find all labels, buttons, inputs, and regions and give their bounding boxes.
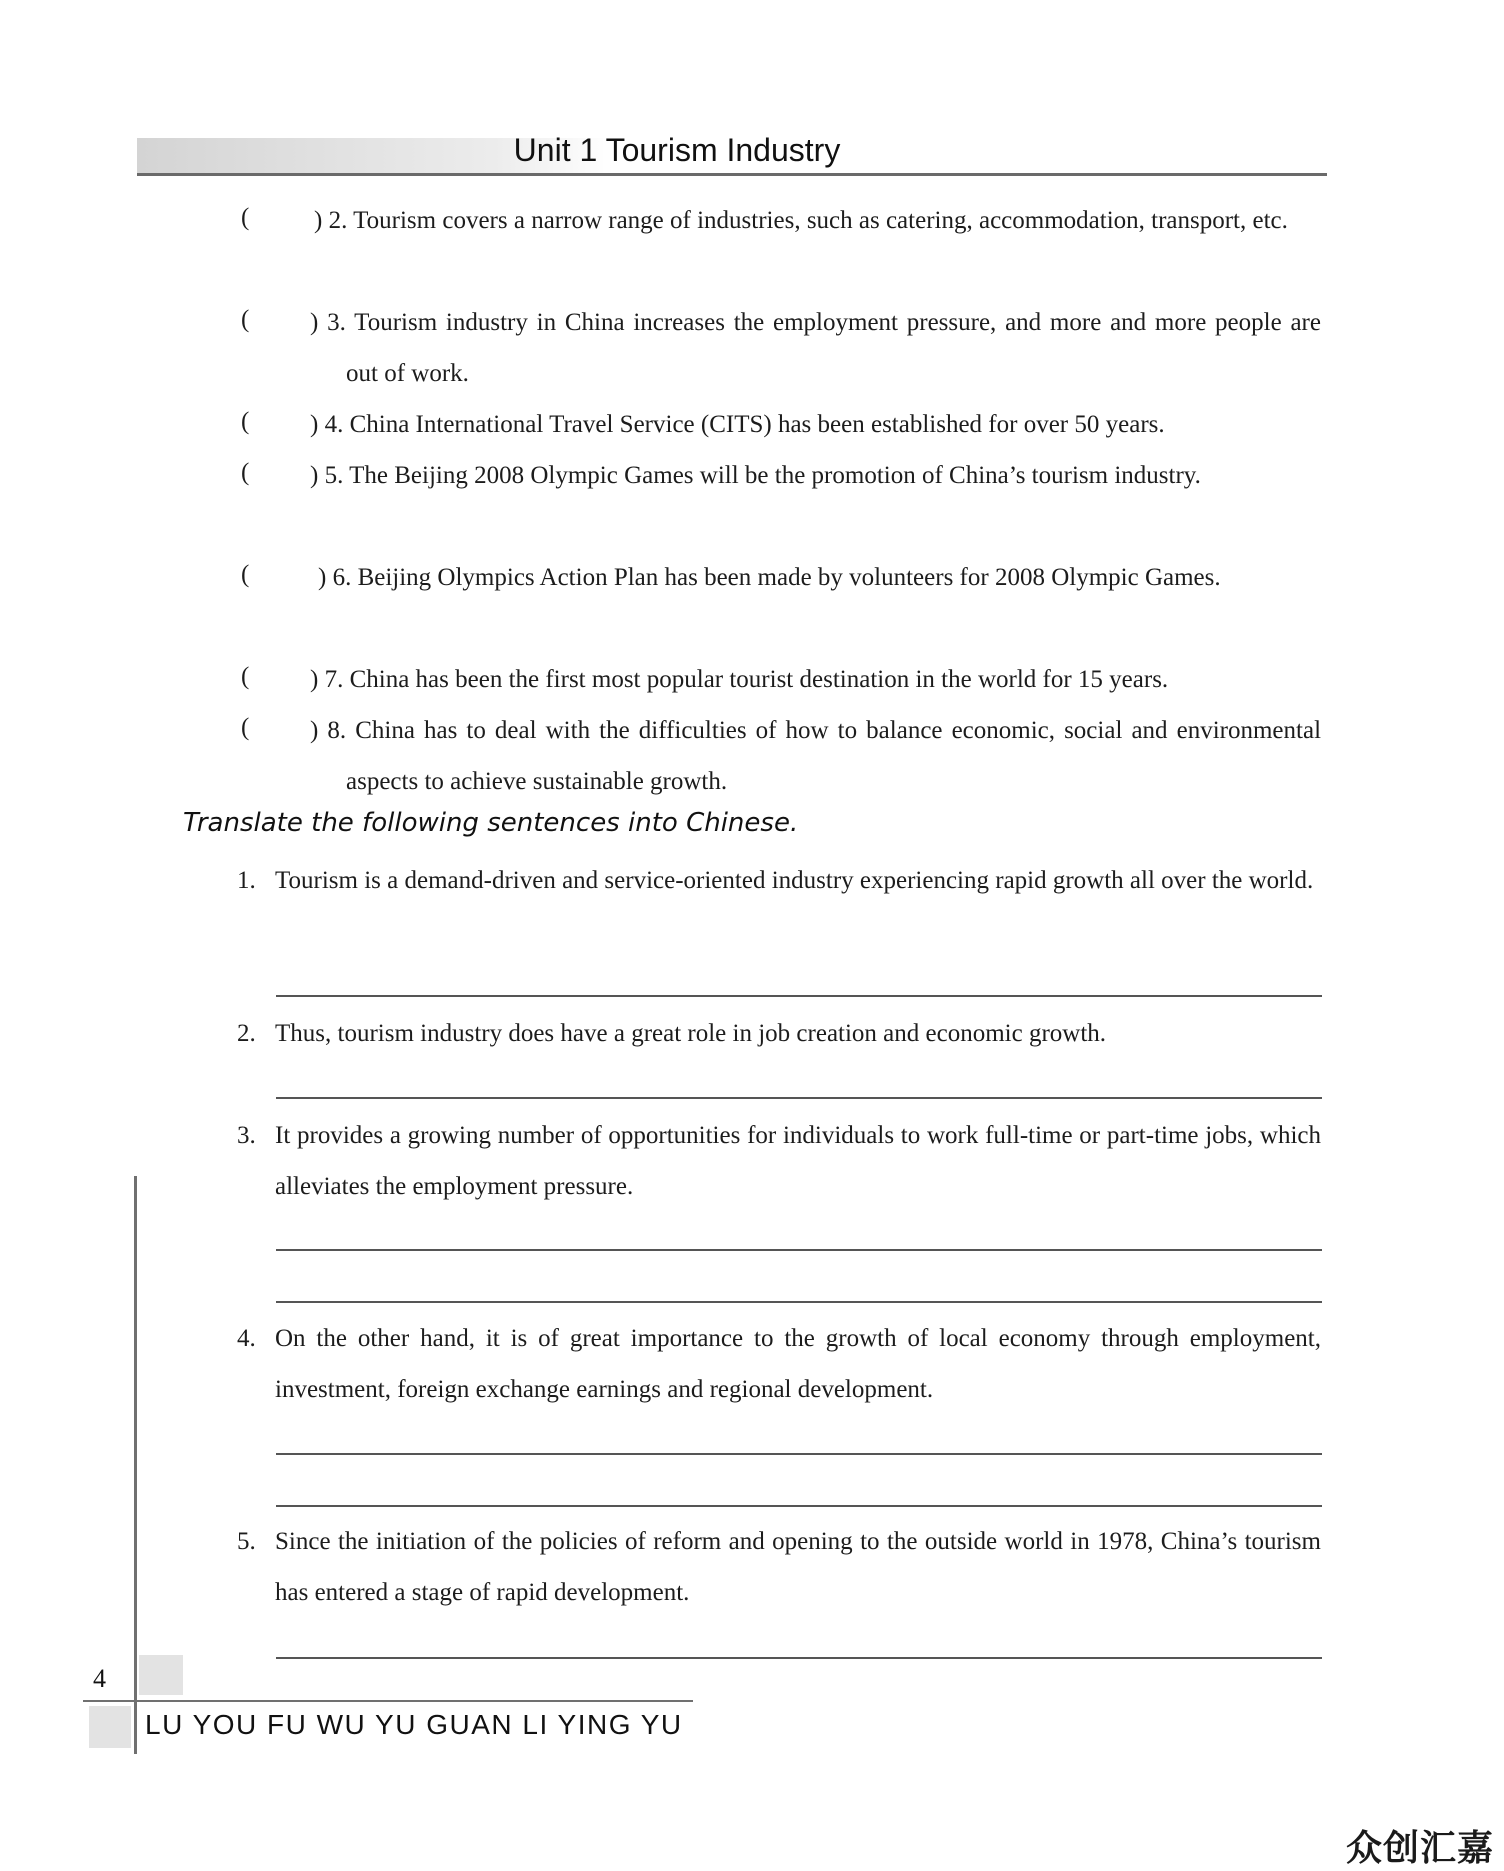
header-rule bbox=[137, 173, 1327, 176]
tf-item-text: ) 6. Beijing Olympics Action Plan has been made by volunteers for 2008 Olympic Games. bbox=[318, 564, 1221, 591]
tf-item-text: ) 8. China has to deal with the difficulties of how to balance economic, social and environmental aspects to achieve sustainable growth. bbox=[310, 717, 1322, 795]
answer-line[interactable] bbox=[276, 1301, 1322, 1303]
item-text: Tourism is a demand-driven and service-oriented industry experiencing rapid growth all over the world. bbox=[275, 867, 1314, 894]
answer-blank[interactable]: ( bbox=[241, 408, 250, 435]
item-number: 4. bbox=[237, 1325, 256, 1352]
tf-item-text: ) 7. China has been the first most popular tourist destination in the world for 15 years. bbox=[310, 666, 1169, 693]
answer-blank[interactable]: ( bbox=[241, 459, 250, 486]
item-text: Thus, tourism industry does have a great role in job creation and economic growth. bbox=[275, 1020, 1107, 1047]
margin-rule bbox=[134, 1176, 137, 1754]
item-text: It provides a growing number of opportunities for individuals to work full-time or part-time jobs, which alleviates the employment pressure. bbox=[275, 1122, 1321, 1200]
item-number: 3. bbox=[237, 1122, 256, 1149]
answer-line[interactable] bbox=[276, 1453, 1322, 1455]
item-text: On the other hand, it is of great importance to the growth of local economy through employment, investment, foreign exchange earnings and regional development. bbox=[275, 1325, 1321, 1403]
item-text: Since the initiation of the policies of reform and opening to the outside world in 1978, China’s tourism has entered a stage of rapid development. bbox=[275, 1528, 1321, 1606]
tf-item-text: ) 4. China International Travel Service (CITS) has been established for over 50 years. bbox=[310, 411, 1165, 438]
tf-item-text: ) 5. The Beijing 2008 Olympic Games will be the promotion of China’s tourism industry. bbox=[310, 462, 1201, 489]
item-number: 2. bbox=[237, 1020, 256, 1047]
answer-blank[interactable]: ( bbox=[241, 714, 250, 741]
page-header-title: Unit 1 Tourism Industry bbox=[513, 132, 841, 168]
answer-blank[interactable]: ( bbox=[241, 204, 250, 231]
section-heading: Translate the following sentences into Chinese. bbox=[183, 808, 799, 838]
tf-item-text: ) 3. Tourism industry in China increases the employment pressure, and more and more people are out of work. bbox=[310, 309, 1321, 387]
answer-line[interactable] bbox=[276, 1249, 1322, 1251]
answer-blank[interactable]: ( bbox=[241, 306, 250, 333]
page-number: 4 bbox=[93, 1664, 106, 1693]
answer-line[interactable] bbox=[276, 1505, 1322, 1507]
answer-line[interactable] bbox=[276, 995, 1322, 997]
footer-square bbox=[139, 1655, 183, 1695]
item-number: 1. bbox=[237, 867, 256, 894]
answer-line[interactable] bbox=[276, 1657, 1322, 1659]
watermark-logo: 众创汇嘉 bbox=[1346, 1828, 1495, 1869]
tf-item-text: ) 2. Tourism covers a narrow range of industries, such as catering, accommodation, transport, etc. bbox=[314, 207, 1288, 234]
footer-rule bbox=[83, 1700, 693, 1702]
answer-line[interactable] bbox=[276, 1097, 1322, 1099]
item-number: 5. bbox=[237, 1528, 256, 1555]
answer-blank[interactable]: ( bbox=[241, 561, 250, 588]
book-title: LU YOU FU WU YU GUAN LI YING YU bbox=[145, 1709, 683, 1740]
footer-square bbox=[89, 1706, 131, 1748]
answer-blank[interactable]: ( bbox=[241, 663, 250, 690]
